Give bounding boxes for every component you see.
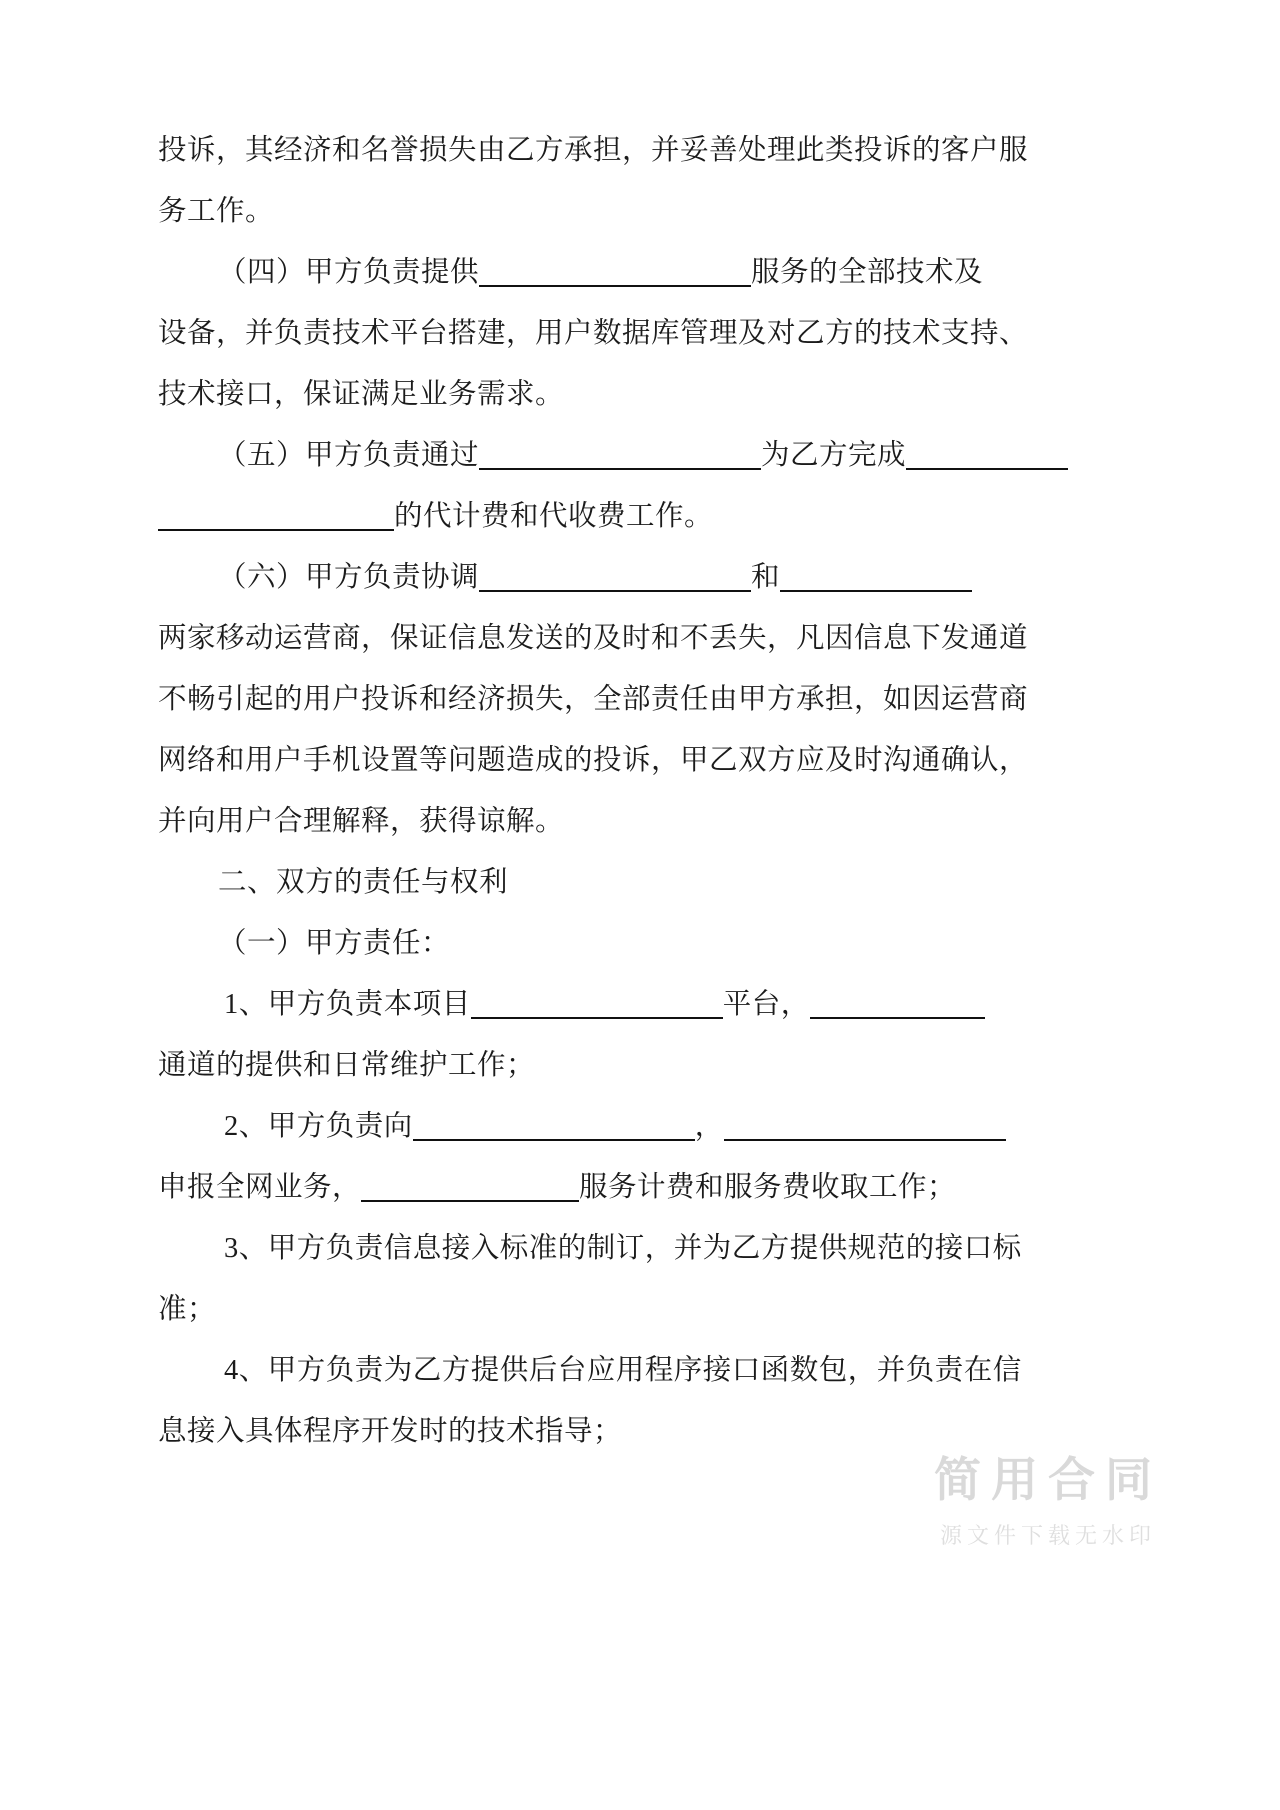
fill-blank-item1-a[interactable] xyxy=(471,983,723,1019)
paragraph-line xyxy=(158,120,1029,181)
item-2-cont-tail: 服务计费和服务费收取工作； xyxy=(579,1172,957,1203)
item-1-line xyxy=(158,974,948,1035)
watermark-brand: 简用合同 xyxy=(934,1452,1162,1508)
line-text: 通道的提供和日常维护工作； xyxy=(158,1050,536,1081)
item-2-cont-line xyxy=(158,1157,957,1218)
paragraph-line xyxy=(158,730,1029,791)
watermark xyxy=(934,1452,1162,1550)
item-2-comma: ， xyxy=(694,1111,724,1142)
line-text: 不畅引起的用户投诉和经济损失，全部责任由甲方承担，如因运营商 xyxy=(158,684,1029,715)
fill-blank-clause-six-a[interactable] xyxy=(479,556,751,592)
subsection-heading-text: （一）甲方责任： xyxy=(218,928,451,959)
clause-six-conjunction: 和 xyxy=(751,562,781,593)
watermark-subtitle: 源文件下载无水印 xyxy=(939,1524,1156,1549)
line-text: 设备，并负责技术平台搭建，用户数据库管理及对乙方的技术支持、 xyxy=(158,318,1029,349)
document-body xyxy=(158,120,1029,1462)
paragraph-line xyxy=(158,791,948,852)
line-text: 投诉，其经济和名誉损失由乙方承担，并妥善处理此类投诉的客户服 xyxy=(158,135,1029,166)
section-heading-two xyxy=(158,852,948,913)
line-text: 准； xyxy=(158,1294,217,1325)
fill-blank-clause-four[interactable] xyxy=(479,251,751,287)
item-1-label: 1、甲方负责本项目 xyxy=(224,989,471,1020)
line-text: 息接入具体程序开发时的技术指导； xyxy=(158,1416,623,1447)
fill-blank-clause-five-b[interactable] xyxy=(906,434,1068,470)
item-2-line xyxy=(158,1096,948,1157)
line-text: 并向用户合理解释，获得谅解。 xyxy=(158,806,565,837)
paragraph-line xyxy=(158,669,1029,730)
line-text: 务工作。 xyxy=(158,196,275,227)
fill-blank-clause-six-b[interactable] xyxy=(780,556,972,592)
fill-blank-item2-b[interactable] xyxy=(724,1105,1006,1141)
clause-six-label: （六）甲方负责协调 xyxy=(218,562,480,593)
item-4-cont-line xyxy=(158,1401,948,1462)
paragraph-line xyxy=(158,608,1029,669)
item-1-cont-line xyxy=(158,1035,948,1096)
clause-six-line xyxy=(158,547,948,608)
clause-five-label: （五）甲方负责通过 xyxy=(218,440,480,471)
clause-five-mid: 为乙方完成 xyxy=(761,440,907,471)
clause-five-tail: 的代计费和代收费工作。 xyxy=(394,501,714,532)
paragraph-line xyxy=(158,303,1029,364)
item-2-label: 2、甲方负责向 xyxy=(224,1111,413,1142)
clause-four-tail: 服务的全部技术及 xyxy=(751,257,984,288)
item-3-cont-line xyxy=(158,1279,948,1340)
item-2-cont-head: 申报全网业务， xyxy=(158,1172,362,1203)
line-text: 技术接口，保证满足业务需求。 xyxy=(158,379,565,410)
item-3-text: 3、甲方负责信息接入标准的制订，并为乙方提供规范的接口标 xyxy=(224,1233,1022,1264)
fill-blank-clause-five-c[interactable] xyxy=(158,495,394,531)
section-heading-text: 二、双方的责任与权利 xyxy=(218,867,509,898)
fill-blank-item2-c[interactable] xyxy=(361,1166,579,1202)
fill-blank-clause-five-a[interactable] xyxy=(479,434,761,470)
clause-four-line xyxy=(158,242,984,303)
subsection-heading-one xyxy=(158,913,948,974)
line-text: 网络和用户手机设置等问题造成的投诉，甲乙双方应及时沟通确认， xyxy=(158,745,1029,776)
item-1-mid: 平台， xyxy=(722,989,810,1020)
item-4-line xyxy=(158,1340,1022,1401)
fill-blank-item2-a[interactable] xyxy=(413,1105,695,1141)
clause-five-line xyxy=(158,425,948,486)
item-3-line xyxy=(158,1218,1022,1279)
item-4-text: 4、甲方负责为乙方提供后台应用程序接口函数包，并负责在信 xyxy=(224,1355,1022,1386)
clause-five-cont-line xyxy=(158,486,948,547)
clause-four-label: （四）甲方负责提供 xyxy=(218,257,480,288)
fill-blank-item1-b[interactable] xyxy=(810,983,985,1019)
paragraph-line xyxy=(158,181,948,242)
line-text: 两家移动运营商，保证信息发送的及时和不丢失，凡因信息下发通道 xyxy=(158,623,1029,654)
paragraph-line xyxy=(158,364,948,425)
